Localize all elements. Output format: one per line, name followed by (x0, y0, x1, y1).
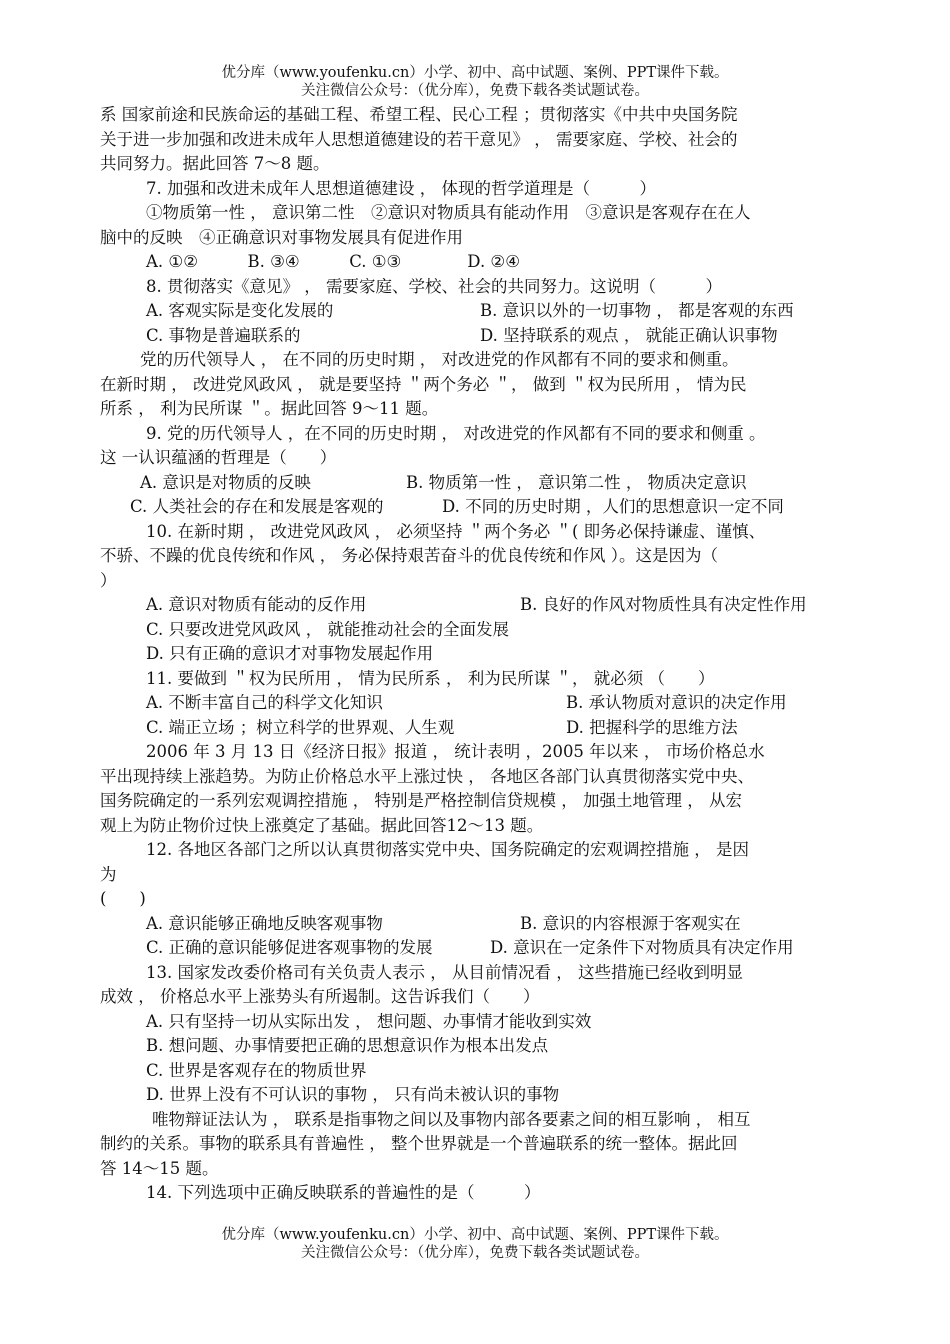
question-10-option-d: D. 只有正确的意识才对事物发展起作用 (146, 644, 434, 663)
text-line: 脑中的反映 ④正确意识对事物发展具有促进作用 (100, 227, 463, 247)
option-d: D. 把握科学的思维方法 (566, 717, 738, 737)
question-10-option-c: C. 只要改进党风政风 ， 就能推动社会的全面发展 (146, 619, 510, 639)
text-line: 2006 年 3 月 13 日《经济日报》报道 ， 统计表明 ，2005 年以来 ， 市场价格总水 (146, 742, 765, 761)
text-line: 制约的关系。事物的联系具有普遍性 ， 整个世界就是一个普遍联系的统一整体。据此回 (100, 1134, 738, 1153)
text-line: 关于进一步加强和改进未成年人思想道德建设的若干意见》 ， 需要家庭、学校、社会的 (100, 129, 738, 149)
text-line: ( ) (100, 889, 146, 908)
text-line: 这 一认识蕴涵的哲理是（ ） (100, 448, 337, 467)
option-c: C. 事物是普遍联系的 (146, 325, 301, 345)
option-c: C. 端正立场 ；树立科学的世界观、人生观 (146, 717, 455, 737)
option-b: B. 良好的作风对物质性具有决定性作用 (520, 595, 807, 614)
option-c: C. 正确的意识能够促进客观事物的发展 (146, 938, 433, 957)
question-8-options-ab (100, 299, 860, 324)
question-10-options-ab (100, 593, 860, 618)
text-line: 成效 ， 价格总水平上涨势头有所遏制。这告诉我们（ ） (100, 987, 540, 1006)
question-11-options-cd (100, 716, 860, 741)
option-b: B. 意识的内容根源于客观实在 (520, 913, 741, 933)
question-9: 9. 党的历代领导人 ，在不同的历史时期 ， 对改进党的作风都有不同的要求和侧重 。 (146, 423, 766, 443)
question-13-option-d: D. 世界上没有不可认识的事物 ， 只有尚未被认识的事物 (146, 1085, 560, 1104)
header-line-2: 关注微信公众号：（优分库），免费下载各类试题试卷。 (301, 83, 649, 99)
option-d: D. 意识在一定条件下对物质具有决定作用 (490, 938, 794, 957)
option-b: B. 物质第一性 ， 意识第二性 ， 物质决定意识 (406, 472, 747, 492)
option-a: A. 不断丰富自己的科学文化知识 (146, 693, 383, 712)
question-14: 14. 下列选项中正确反映联系的普遍性的是（ ） (146, 1183, 541, 1202)
question-12: 12. 各地区各部门之所以认真贯彻落实党中央、国务院确定的宏观调控措施 ， 是因 (146, 840, 749, 859)
text-line: 不骄、不躁的优良传统和作风 ， 务必保持艰苦奋斗的优良传统和作风 ）。这是因为（ (100, 546, 718, 565)
option-d: D. 坚持联系的观点 ， 就能正确认识事物 (480, 325, 778, 345)
option-d: D. 不同的历史时期 ，人们的思想意识一定不同 (442, 497, 784, 516)
option-a: A. 意识能够正确地反映客观事物 (146, 913, 383, 933)
text-line: 所系 ， 利为民所谋 ＂。据此回答 9～11 题。 (100, 399, 439, 418)
option-b: B. 承认物质对意识的决定作用 (566, 693, 787, 712)
header-line-1: 优分库（www.youfenku.cn）小学、初中、高中试题、案例、PPT课件下载。 (221, 65, 729, 81)
text-line: ） (100, 570, 117, 590)
option-a: A. 意识对物质有能动的反作用 (146, 595, 367, 614)
question-8-options-cd (100, 324, 860, 349)
text-line: 平出现持续上涨趋势。为防止价格总水平上涨过快 ， 各地区各部门认真贯彻落实党中央、 (100, 766, 754, 786)
question-12-options-cd (100, 936, 860, 961)
document-body (100, 103, 860, 1206)
page-footer (0, 1226, 950, 1262)
question-13-option-c: C. 世界是客观存在的物质世界 (146, 1060, 367, 1080)
page-header (0, 64, 950, 100)
text-line: 观上为防止物价过快上涨奠定了基础。据此回答12～13 题。 (100, 815, 544, 835)
option-a: A. 意识是对物质的反映 (140, 472, 311, 492)
text-line: 为 (100, 864, 117, 884)
text-line: 答 14～15 题。 (100, 1158, 219, 1178)
text-line: 共同努力。据此回答 7～8 题。 (100, 154, 330, 173)
question-11: 11. 要做到 ＂权为民所用 ， 情为民所系 ， 利为民所谋 ＂， 就必须 （ ） (146, 668, 715, 688)
question-8: 8. 贯彻落实《意见》 ， 需要家庭、学校、社会的共同努力。这说明（ ） (146, 276, 722, 296)
question-9-options-ab (100, 471, 860, 496)
text-line: 党的历代领导人 ， 在不同的历史时期 ， 对改进党的作风都有不同的要求和侧重。 (140, 350, 739, 369)
question-11-options-ab (100, 691, 860, 716)
question-7-options: A. ①② B. ③④ C. ①③ D. ②④ (146, 252, 521, 271)
text-line: 在新时期 ， 改进党风政风 ， 就是要坚持 ＂两个务必 ＂， 做到 ＂权为民所用 ， 情为民 (100, 374, 747, 394)
text-line: 唯物辩证法认为 ， 联系是指事物之间以及事物内部各要素之间的相互影响 ， 相互 (152, 1109, 751, 1129)
footer-line-2: 关注微信公众号：（优分库），免费下载各类试题试卷。 (301, 1245, 649, 1261)
question-7: 7. 加强和改进未成年人思想道德建设 ， 体现的哲学道理是（ ） (146, 178, 656, 198)
question-7-statements: ①物质第一性 ， 意识第二性 ②意识对物质具有能动作用 ③意识是客观存在在人 (146, 203, 751, 222)
option-b: B. 意识以外的一切事物 ， 都是客观的东西 (480, 301, 794, 320)
question-13-option-b: B. 想问题、办事情要把正确的思想意识作为根本出发点 (146, 1036, 549, 1055)
question-13: 13. 国家发改委价格司有关负责人表示 ， 从目前情况看 ， 这些措施已经收到明显 (146, 962, 743, 982)
question-12-options-ab (100, 912, 860, 937)
footer-line-1: 优分库（www.youfenku.cn）小学、初中、高中试题、案例、PPT课件下载。 (221, 1227, 729, 1243)
text-line: 系 国家前途和民族命运的基础工程、希望工程、民心工程 ；贯彻落实《中共中央国务院 (100, 105, 738, 124)
question-9-options-cd (100, 495, 860, 520)
option-a: A. 客观实际是变化发展的 (146, 301, 334, 320)
option-c: C. 人类社会的存在和发展是客观的 (130, 497, 384, 516)
text-line: 国务院确定的一系列宏观调控措施 ， 特别是严格控制信贷规模 ， 加强土地管理 ， 从宏 (100, 791, 742, 810)
question-13-option-a: A. 只有坚持一切从实际出发 ， 想问题、办事情才能收到实效 (146, 1011, 592, 1031)
question-10: 10. 在新时期 ， 改进党风政风 ， 必须坚持 ＂两个务必 ＂( 即务必保持谦虚、谨慎、 (146, 521, 766, 541)
